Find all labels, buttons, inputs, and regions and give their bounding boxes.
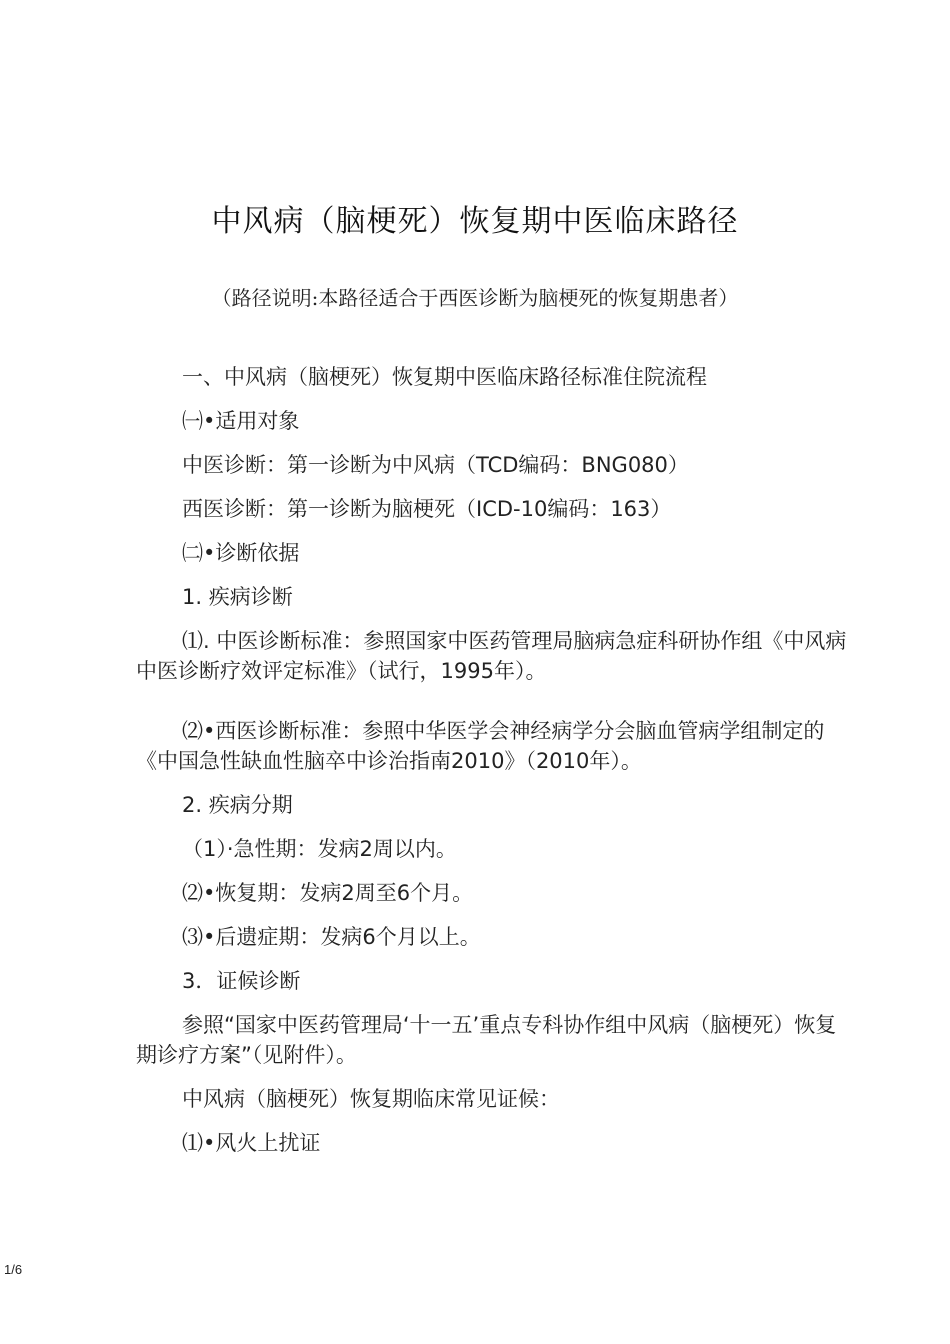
list-item: ⑶•后遗症期：发病6个月以上。: [182, 925, 481, 949]
document-body: [136, 362, 856, 1172]
item-heading: 2. 疾病分期: [182, 793, 293, 817]
list-item: （1）·急性期：发病2周以内。: [182, 837, 457, 861]
path-description: （路径说明:本路径适合于西医诊断为脑梗死的恢复期患者）: [211, 286, 739, 310]
paragraph: ⑵•西医诊断标准：参照中华医学会神经病学分会脑血管病学组制定的《中国急性缺血性脑卒中诊治指南2010》（2010年）。: [136, 719, 825, 773]
item-heading: 1. 疾病诊断: [182, 585, 293, 609]
subsection-heading: ㈡•诊断依据: [182, 541, 300, 565]
list-item: ⑵•恢复期：发病2周至6个月。: [182, 881, 474, 905]
paragraph: ⑴. 中医诊断标准：参照国家中医药管理局脑病急症科研协作组《中风病中医诊断疗效评定标准》（试行，1995年）。: [136, 629, 847, 683]
subsection-heading: ㈠•适用对象: [182, 409, 300, 433]
paragraph: 西医诊断：第一诊断为脑梗死（ICD-10编码：163）: [182, 497, 672, 521]
item-heading: 3．证候诊断: [182, 969, 301, 993]
page-title: 中风病（脑梗死）恢复期中医临床路径: [211, 204, 739, 239]
paragraph: 参照“国家中医药管理局‘十一五’重点专科协作组中风病（脑梗死）恢复期诊疗方案”（见附件）。: [136, 1013, 837, 1067]
section-heading: 一、中风病（脑梗死）恢复期中医临床路径标准住院流程: [182, 365, 707, 389]
list-item: ⑴•风火上扰证: [182, 1131, 321, 1155]
paragraph: 中风病（脑梗死）恢复期临床常见证候：: [182, 1087, 560, 1111]
paragraph: 中医诊断：第一诊断为中风病（TCD编码：BNG080）: [182, 453, 689, 477]
page-number: 1/6: [4, 1262, 23, 1277]
